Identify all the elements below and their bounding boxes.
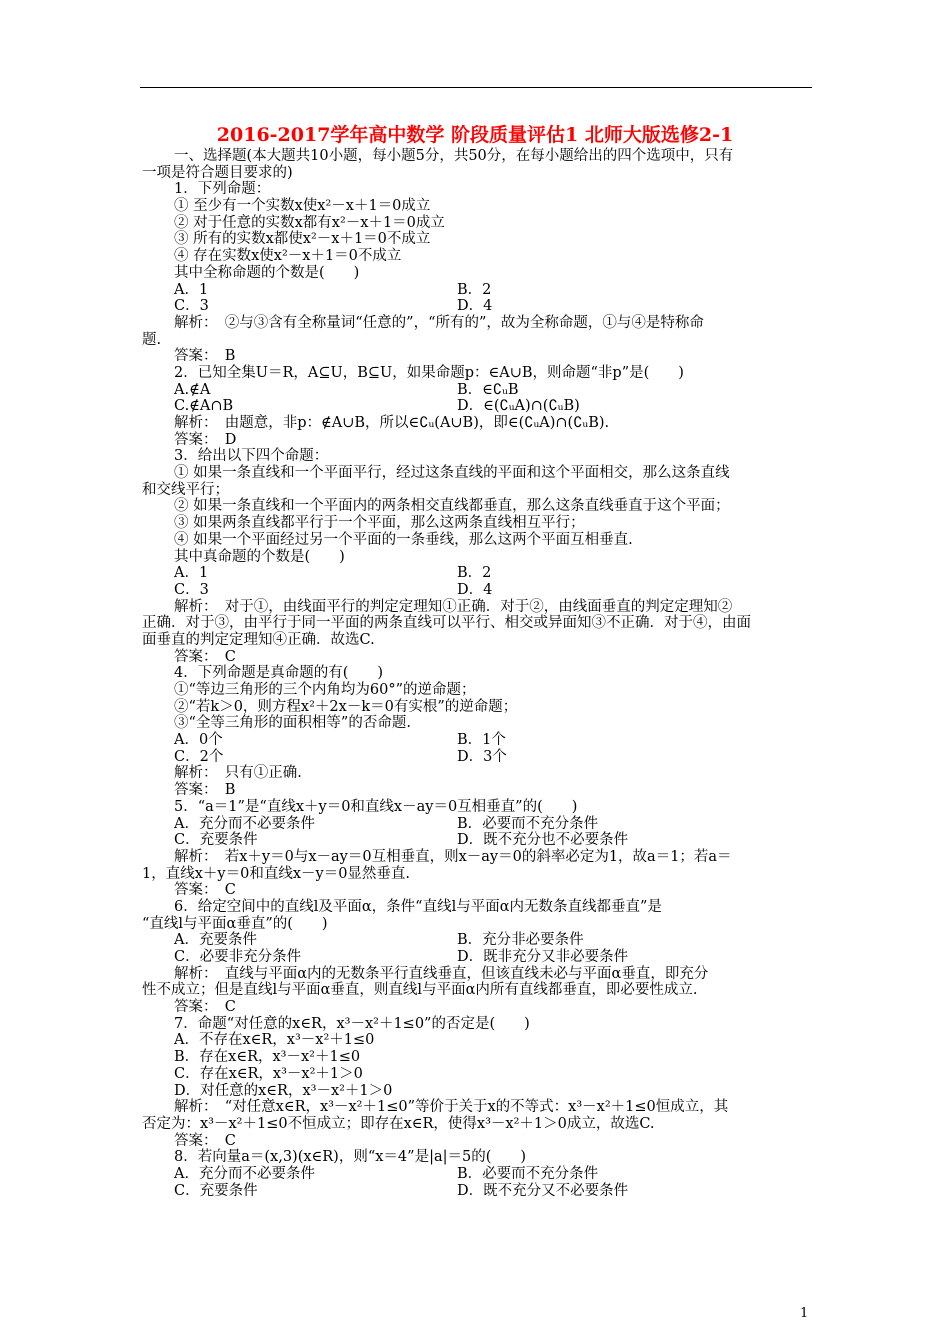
question-2-options	[142, 382, 814, 399]
question-3-item: ① 如果一条直线和一个平面平行，经过这条直线的平面和这个平面相交，那么这条直线	[174, 465, 730, 482]
question-1-item: ② 对于任意的实数x都有x²－x＋1＝0成立	[174, 214, 445, 231]
option-c: C．充要条件	[174, 832, 258, 849]
question-6-options	[142, 949, 814, 966]
option-c: C．2个	[174, 748, 224, 765]
question-3-item: ③ 如果两条直线都平行于一个平面，那么这两条直线相互平行；	[174, 515, 585, 532]
question-1-options	[142, 282, 814, 299]
question-7-stem: 7．命题“对任意的x∈R，x³－x²＋1≤0”的否定是( )	[174, 1015, 530, 1032]
question-5-analysis: 1，直线x＋y＝0和直线x－y＝0显然垂直.	[142, 865, 411, 882]
question-3-stem: 3．给出以下四个命题：	[174, 448, 329, 465]
option-a: A．充要条件	[174, 932, 257, 949]
section-intro-line: 一、选择题(本大题共10小题，每小题5分，共50分，在每小题给出的四个选项中，只有	[174, 148, 734, 164]
question-4-options	[142, 749, 814, 766]
option-c: C.∉A∩B	[174, 398, 234, 415]
option-d: D．4	[457, 298, 493, 315]
page-number: 1	[800, 1306, 809, 1321]
question-4-item: ③“全等三角形的面积相等”的否命题.	[174, 715, 411, 732]
option-a: A．充分而不必要条件	[174, 815, 315, 832]
option-d: D．既不充分也不必要条件	[457, 832, 629, 849]
question-2-analysis: 解析： 由题意，非p：∉A∪B，所以∈∁ᵤ(A∪B)，即∈(∁ᵤA)∩(∁ᵤB).	[174, 415, 610, 431]
question-3-item: 和交线平行；	[142, 481, 229, 498]
question-1-item: ① 至少有一个实数x使x²－x＋1＝0成立	[174, 198, 431, 215]
question-5-options	[142, 832, 814, 849]
header-rule	[140, 87, 812, 88]
question-3-prompt: 其中真命题的个数是( )	[174, 548, 345, 565]
question-6-analysis: 解析： 直线与平面α内的无数条平行直线垂直，但该直线未必与平面α垂直，即充分	[174, 965, 709, 982]
question-3-item: ② 如果一条直线和一个平面内的两条相交直线都垂直，那么这条直线垂直于这个平面；	[174, 498, 730, 515]
question-1-item: ④ 存在实数x使x²－x＋1＝0不成立	[174, 248, 402, 265]
question-5-answer: 答案： C	[174, 882, 236, 899]
option-d: D．∈(∁ᵤA)∩(∁ᵤB)	[457, 398, 580, 415]
option-a: A．1	[174, 281, 209, 298]
question-3-analysis: 解析： 对于①，由线面平行的判定定理知①正确．对于②，由线面垂直的判定定理知②	[174, 598, 733, 615]
question-6-answer: 答案： C	[174, 999, 236, 1016]
option-b: B．充分非必要条件	[457, 932, 584, 949]
option-b: B．∈∁ᵤB	[457, 381, 519, 398]
option-d: D．4	[457, 581, 493, 598]
question-5-options	[142, 816, 814, 833]
question-1-answer: 答案： B	[174, 348, 236, 365]
question-4-analysis: 解析： 只有①正确.	[174, 765, 302, 782]
question-8-stem: 8．若向量a＝(x,3)(x∈R)，则“x＝4”是|a|＝5的( )	[174, 1149, 527, 1166]
question-8-options	[142, 1166, 814, 1183]
option-d: D．对任意的x∈R，x³－x²＋1＞0	[174, 1082, 393, 1099]
option-b: B．2	[457, 281, 492, 298]
question-4-options	[142, 732, 814, 749]
option-b: B．必要而不充分条件	[457, 1165, 599, 1182]
question-1-prompt: 其中全称命题的个数是( )	[174, 264, 360, 281]
option-c: C．必要非充分条件	[174, 949, 302, 965]
question-5-stem: 5．“a＝1”是“直线x＋y＝0和直线x－ay＝0互相垂直”的( )	[174, 798, 578, 815]
question-6-options	[142, 932, 814, 949]
option-a: A．0个	[174, 732, 223, 749]
question-1-options	[142, 298, 814, 315]
question-8-options	[142, 1183, 814, 1200]
question-5-analysis: 解析： 若x＋y＝0与x－ay＝0互相垂直，则x－ay＝0的斜率必定为1，故a＝1；若a＝	[174, 848, 732, 865]
question-6-analysis: 性不成立；但是直线l与平面α垂直，则直线l与平面α内所有直线都垂直，即必要性成立.	[142, 982, 698, 999]
question-3-analysis: 面垂直的判定定理知④正确．故选C.	[142, 631, 375, 648]
question-4-item: ①“等边三角形的三个内角均为60°”的逆命题；	[174, 682, 476, 698]
question-7-answer: 答案： C	[174, 1132, 236, 1149]
question-4-item: ②“若k＞0，则方程x²＋2x－k＝0有实根”的逆命题；	[174, 698, 518, 715]
option-d: D．3个	[457, 748, 507, 765]
question-1-item: ③ 所有的实数x都使x²－x＋1＝0不成立	[174, 231, 431, 248]
section-intro-line: 一项是符合题目要求的)	[142, 164, 293, 181]
option-c: C．存在x∈R，x³－x²＋1＞0	[174, 1065, 363, 1082]
question-2-options	[142, 398, 814, 415]
question-3-options	[142, 582, 814, 599]
question-1-analysis: 解析： ②与③含有全称量词“任意的”，“所有的”，故为全称命题，①与④是特称命	[174, 314, 704, 331]
document-title: 2016-2017学年高中数学 阶段质量评估1 北师大版选修2-1	[216, 124, 734, 146]
question-1-analysis: 题.	[142, 331, 162, 348]
question-3-options	[142, 565, 814, 582]
option-a: A．1	[174, 565, 209, 582]
option-a: A.∉A	[174, 381, 211, 398]
option-c: C．3	[174, 298, 209, 315]
question-4-answer: 答案： B	[174, 782, 236, 799]
option-a: A．充分而不必要条件	[174, 1165, 315, 1182]
option-c: C．3	[174, 581, 209, 598]
option-b: B．2	[457, 565, 492, 582]
question-3-answer: 答案： C	[174, 648, 236, 665]
document-body	[142, 148, 814, 1199]
question-3-analysis: 正确．对于③，由平行于同一平面的两条直线可以平行、相交或异面知③不正确．对于④，由面	[142, 615, 751, 632]
question-4-stem: 4．下列命题是真命题的有( )	[174, 665, 384, 682]
option-d: D．既非充分又非必要条件	[457, 949, 629, 965]
question-2-answer: 答案： D	[174, 431, 237, 448]
option-c: C．充要条件	[174, 1182, 258, 1199]
question-7-analysis: 否定为：x³－x²＋1≤0不恒成立；即存在x∈R，使得x³－x²＋1＞0成立，故选C.	[142, 1115, 655, 1132]
question-7-analysis: 解析： “对任意x∈R，x³－x²＋1≤0”等价于关于x的不等式：x³－x²＋1≤0恒成立，其	[174, 1099, 729, 1116]
question-1-stem: 1．下列命题：	[174, 181, 271, 198]
option-b: B．必要而不充分条件	[457, 815, 599, 832]
question-2-stem: 2．已知全集U＝R，A⊆U，B⊆U，如果命题p：∈A∪B，则命题“非p”是( )	[174, 364, 684, 381]
question-6-stem: 6．给定空间中的直线l及平面α，条件“直线l与平面α内无数条直线都垂直”是	[174, 898, 662, 915]
question-3-item: ④ 如果一个平面经过另一个平面的一条垂线，那么这两个平面互相垂直.	[174, 531, 633, 548]
option-a: A．不存在x∈R，x³－x²＋1≤0	[174, 1032, 375, 1049]
option-b: B．存在x∈R，x³－x²＋1≤0	[174, 1049, 361, 1066]
question-6-stem: “直线l与平面α垂直”的( )	[142, 915, 328, 932]
option-b: B．1个	[457, 732, 506, 749]
option-d: D．既不充分又不必要条件	[457, 1182, 629, 1199]
